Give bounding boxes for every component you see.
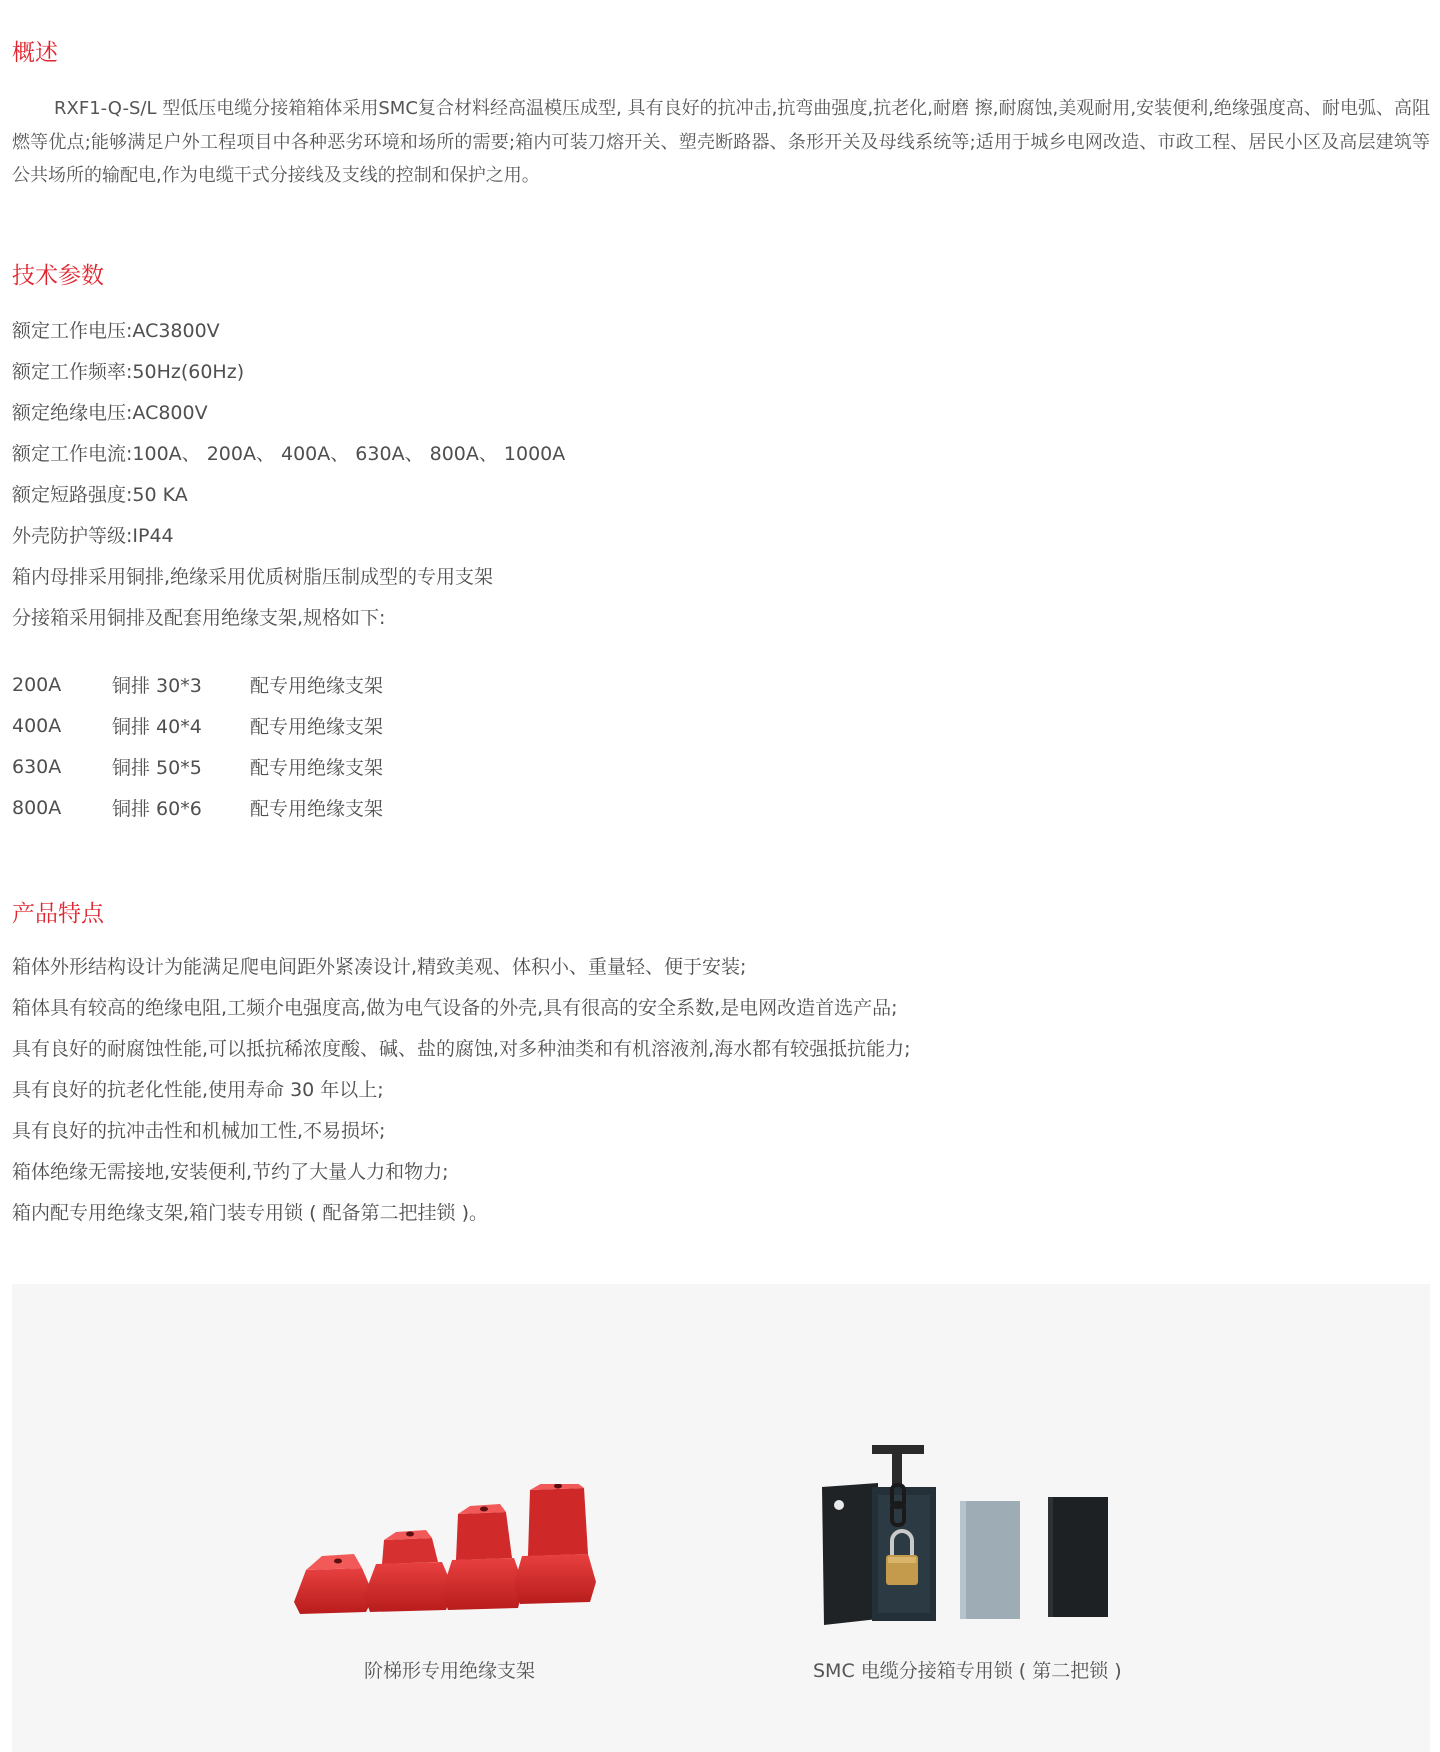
tech-param-list [12, 311, 565, 639]
tech-param-item: 箱内母排采用铜排,绝缘采用优质树脂压制成型的专用支架 [12, 566, 494, 588]
tech-param-item: 额定工作电压:AC3800V [12, 320, 220, 342]
table-row [12, 705, 383, 746]
spec-support: 配专用绝缘支架 [250, 798, 384, 820]
table-row [12, 664, 383, 705]
stepped-insulator-image [292, 1484, 622, 1634]
product-gallery [12, 1284, 1430, 1752]
features-list [12, 947, 911, 1234]
feature-item: 具有良好的抗冲击性和机械加工性,不易损坏; [12, 1120, 386, 1142]
right-caption: SMC 电缆分接箱专用锁 ( 第二把锁 ) [813, 1660, 1122, 1682]
features-title: 产品特点 [12, 901, 104, 927]
tech-param-item: 额定工作频率:50Hz(60Hz) [12, 361, 245, 383]
spec-copper-bar: 铜排 50*5 [112, 757, 202, 779]
spec-support: 配专用绝缘支架 [250, 757, 384, 779]
smc-lock-image [812, 1439, 1142, 1639]
spec-support: 配专用绝缘支架 [250, 716, 384, 738]
tech-param-item: 额定绝缘电压:AC800V [12, 402, 208, 424]
spec-current: 630A [12, 755, 62, 778]
feature-item: 箱体外形结构设计为能满足爬电间距外紧凑设计,精致美观、体积小、重量轻、便于安装; [12, 956, 747, 978]
left-caption: 阶梯形专用绝缘支架 [364, 1660, 536, 1682]
spec-current: 400A [12, 714, 62, 737]
feature-item: 箱体绝缘无需接地,安装便利,节约了大量人力和物力; [12, 1161, 449, 1183]
tech-param-item: 分接箱采用铜排及配套用绝缘支架,规格如下: [12, 607, 386, 629]
feature-item: 具有良好的耐腐蚀性能,可以抵抗稀浓度酸、碱、盐的腐蚀,对多种油类和有机溶液剂,海水都有较强抵抗能力; [12, 1038, 911, 1060]
spec-copper-bar: 铜排 60*6 [112, 798, 202, 820]
spec-support: 配专用绝缘支架 [250, 675, 384, 697]
tech-param-item: 外壳防护等级:IP44 [12, 525, 174, 547]
spec-current: 800A [12, 796, 62, 819]
table-row [12, 787, 383, 828]
feature-item: 箱体具有较高的绝缘电阻,工频介电强度高,做为电气设备的外壳,具有很高的安全系数,是电网改造首选产品; [12, 997, 898, 1019]
tech-param-item: 额定工作电流:100A、 200A、 400A、 630A、 800A、 1000A [12, 443, 566, 465]
tech-param-item: 额定短路强度:50 KA [12, 484, 188, 506]
spec-copper-bar: 铜排 30*3 [112, 675, 202, 697]
spec-table [12, 664, 383, 828]
overview-title: 概述 [12, 40, 58, 66]
overview-paragraph: RXF1-Q-S/L 型低压电缆分接箱箱体采用SMC复合材料经高温模压成型, 具有良好的抗冲击,抗弯曲强度,抗老化,耐磨 擦,耐腐蚀,美观耐用,安装便利,绝缘强度高、耐电弧、高阻燃等优点;能够满足户外工程项目中各种恶劣环境和场所的需要;箱内可装刀熔开关、塑壳断路器、条形开关及母线系统等;适用于城乡电网改造、市政工程、居民小区及高层建筑等公共场所的输配电,作为电缆干式分接线及支线的控制和保护之用。 [12, 98, 1430, 186]
feature-item: 具有良好的抗老化性能,使用寿命 30 年以上; [12, 1079, 384, 1101]
table-row [12, 746, 383, 787]
feature-item: 箱内配专用绝缘支架,箱门装专用锁 ( 配备第二把挂锁 )。 [12, 1202, 488, 1224]
tech-title: 技术参数 [12, 263, 104, 289]
spec-copper-bar: 铜排 40*4 [112, 716, 202, 738]
spec-current: 200A [12, 673, 62, 696]
